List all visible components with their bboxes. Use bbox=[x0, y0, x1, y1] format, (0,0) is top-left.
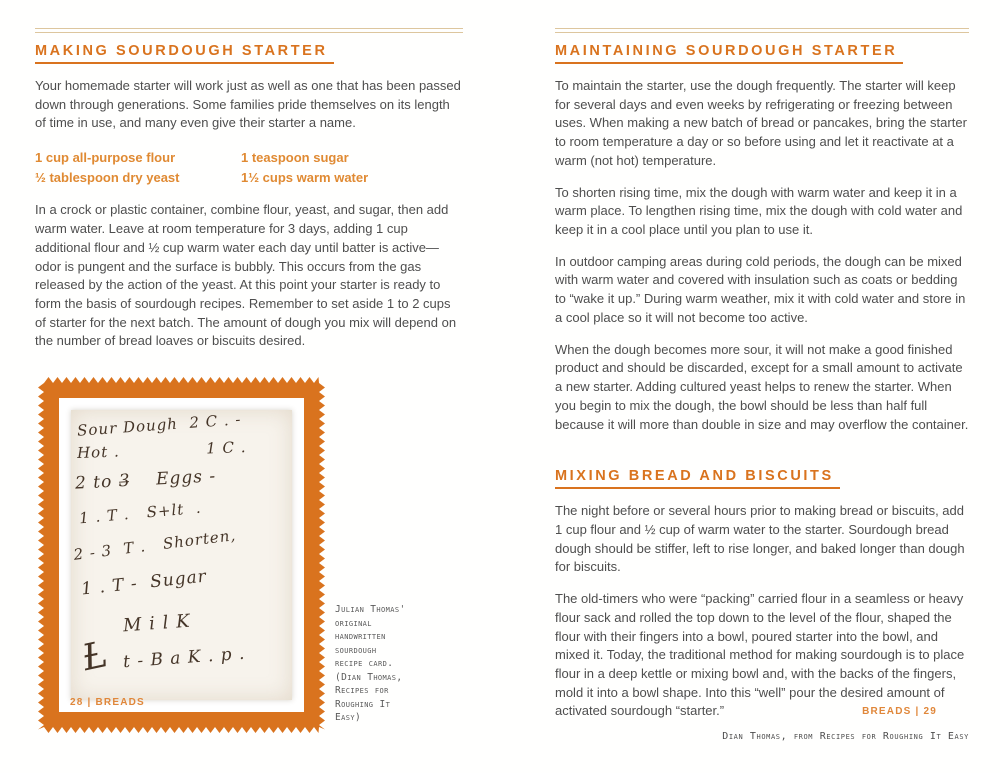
right-page bbox=[555, 28, 969, 742]
handwriting-line: t - B a K . p . bbox=[122, 643, 246, 673]
paragraph: In outdoor camping areas during cold periods, the dough can be mixed with warm water and covered with insulation such as coats or bedding to “wake it up.” During warm weather, mix it with cold water and store in a cool place so it will not become too active. bbox=[555, 253, 966, 325]
caption-line: Julian Thomas' bbox=[335, 604, 406, 616]
figure-caption bbox=[335, 603, 453, 724]
section-heading-making-sourdough-starter: MAKING SOURDOUGH STARTER bbox=[35, 43, 334, 64]
caption-line: sourdough bbox=[335, 644, 377, 656]
quote-attribution: Dian Thomas, from Recipes for Roughing It Easy bbox=[722, 731, 969, 743]
caption-line: original bbox=[335, 617, 372, 629]
ingredient-water: 1½ cups warm water bbox=[241, 170, 369, 186]
recipe-card-frame bbox=[38, 377, 325, 733]
handwriting-line: 1 . T . S+lt . bbox=[78, 498, 203, 528]
ingredient-flour: 1 cup all-purpose flour bbox=[35, 150, 176, 166]
ingredient-yeast: ½ tablespoon dry yeast bbox=[35, 170, 180, 186]
handwriting-line: Ƚ bbox=[79, 634, 112, 680]
method-paragraph: In a crock or plastic container, combine flour, yeast, and sugar, then add warm water. Leave at room temperature for 3 days, adding 1 cup additional flour and ½ cup warm water each day until batter is active—odor is pungent and the surface is bubbly. This occurs from the gas released by the action of the yeast. At this point your starter is ready to form the basis of sourdough recipes. Remember to set aside 1 to 2 cups of starter for the next batch. The amount of dough you mix will depend on the number of bread loaves or biscuits desired. bbox=[35, 202, 457, 349]
section-heading-mixing-bread-and-biscuits: MIXING BREAD AND BISCUITS bbox=[555, 468, 840, 489]
caption-line: (Dian Thomas, bbox=[335, 671, 403, 683]
page-footer-right: BREADS | 29 bbox=[862, 706, 937, 718]
ingredient-sugar: 1 teaspoon sugar bbox=[241, 150, 349, 166]
paragraph: When the dough becomes more sour, it will not make a good finished product and should be discarded, except for a small amount to activate a new starter. Adding cultured yeast helps to renew the starter. When you begin to mix the dough, the bowl should be less than half full because it will more than double in size and may overflow the container. bbox=[555, 341, 969, 432]
caption-line: Easy) bbox=[335, 712, 362, 724]
handwriting-line: Sour Dough 2 C . - bbox=[76, 410, 243, 440]
handwriting-line: 2 to 3̶ Eggs - bbox=[74, 466, 217, 494]
page-footer-left: 28 | BREADS bbox=[70, 697, 145, 709]
ingredient-list bbox=[35, 148, 463, 188]
paragraph: To maintain the starter, use the dough frequently. The starter will keep for several days and even weeks by refrigerating or freezing between uses. When making a new batch of bread or pancakes, bring the starter to room temperature a day or so before using and let it reactivate at a warm (not hot) temperature. bbox=[555, 78, 967, 168]
paragraph: To shorten rising time, mix the dough with warm water and keep it in a warm place. To lengthen rising time, mix the dough with cold water and keep it in a cool place until you plan to use it. bbox=[555, 184, 963, 238]
recipe-card-figure bbox=[38, 377, 406, 733]
intro-paragraph: Your homemade starter will work just as well as one that has been passed down through generations. Some families pride themselves on its length of time in use, and many even give their starter a name. bbox=[35, 78, 461, 131]
section-heading-maintaining-sourdough-starter: MAINTAINING SOURDOUGH STARTER bbox=[555, 43, 903, 64]
handwriting-line: Hot . 1 C . bbox=[76, 438, 247, 463]
caption-line: recipe card. bbox=[335, 658, 394, 670]
handwriting-line: 1 . T - Sugar bbox=[80, 566, 208, 600]
paragraph: The old-timers who were “packing” carried flour in a seamless or heavy flour sack and rolled the top down to the level of the flour, shaped the flour with their fingers into a bowl, poured starter into the bowl, and mixed it. Today, the traditional method for making sourdough is to place flour in a deep kettle or mixing bowl and, with the backs of the fingers, mold it into a bowl shape. Into this “well” pour the desired amount of activated sourdough “starter.” bbox=[555, 591, 965, 719]
recipe-card-photo bbox=[71, 410, 292, 700]
caption-line: Roughing It bbox=[335, 698, 391, 710]
caption-line: Recipes for bbox=[335, 685, 389, 697]
handwriting-line: 2 - 3 T . Shorten, bbox=[72, 526, 238, 565]
paragraph: The night before or several hours prior to making bread or biscuits, add 1 cup flour and ½ cup of warm water to the starter. Sourdough bread dough should be stiffer, left to rise longer, and baked longer than dough for biscuits. bbox=[555, 503, 965, 575]
caption-line: handwritten bbox=[335, 631, 386, 643]
left-page bbox=[35, 28, 463, 733]
handwriting-line: M i l K bbox=[122, 610, 192, 637]
